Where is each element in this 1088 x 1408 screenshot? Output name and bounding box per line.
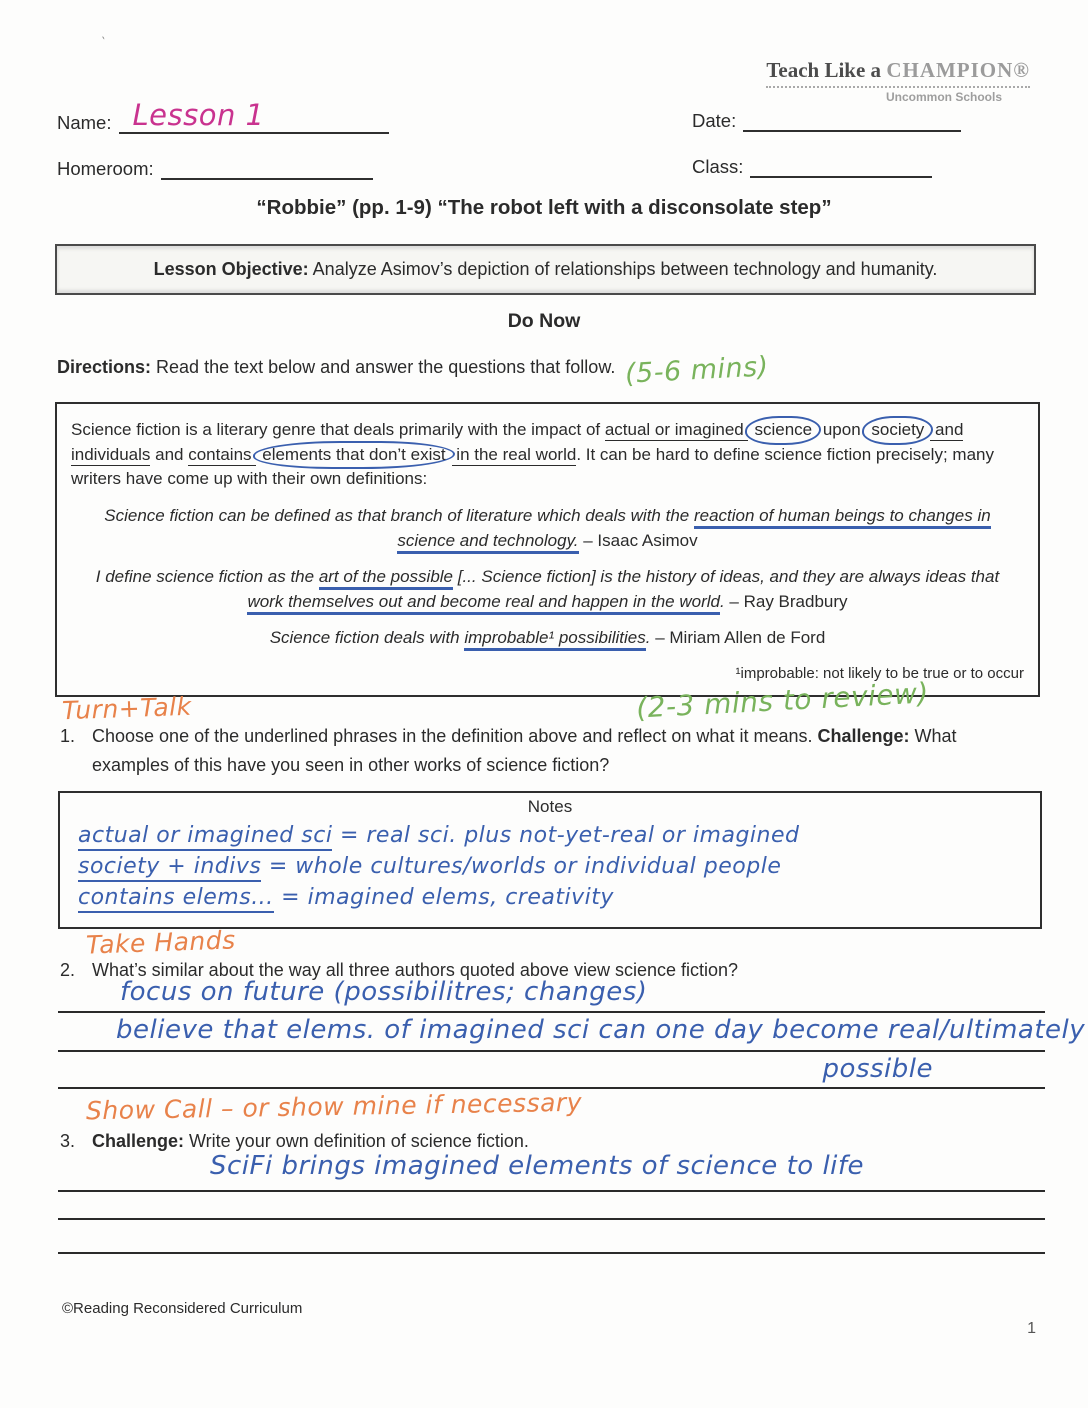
name-field <box>57 98 389 134</box>
definition-text: . It can be hard to define science fiction precisely; many writers have come up with their own definitions: <box>71 444 994 489</box>
objective-text: Analyze Asimov’s depiction of relationships between technology and humanity. <box>308 259 938 279</box>
handwritten-answer: believe that elems. of imagined sci can one day become real/ultimately <box>116 1015 1086 1045</box>
question-text: What’s similar about the way all three authors quoted above view science fiction? <box>92 960 739 980</box>
note-term: society + indivs <box>78 854 261 882</box>
timing-annotation: (5-6 mins) <box>624 351 770 390</box>
brand-main: CHAMPION® <box>886 58 1030 82</box>
homeroom-label: Homeroom: <box>57 158 154 179</box>
handwritten-note <box>78 853 1022 879</box>
question-1 <box>60 722 1033 780</box>
circled-word-society: society <box>862 416 933 445</box>
directions-text: Read the text below and answer the questions that follow. <box>151 357 616 377</box>
handwritten-answer: SciFi brings imagined elements of science to life <box>210 1151 865 1181</box>
worksheet-title: “Robbie” (pp. 1-9) “The robot left with a disconsolate step” <box>256 196 832 219</box>
copyright-notice: ©Reading Reconsidered Curriculum <box>62 1300 303 1317</box>
underlined-phrase: in the real world <box>451 444 577 464</box>
question-text-part: Choose one of the underlined phrases in the definition above and reflect on what it means. <box>92 726 818 746</box>
quote-text: Science fiction deals with <box>269 628 465 648</box>
homeroom-field <box>57 158 373 180</box>
handwritten-answer: focus on future (possibilitres; changes) <box>120 977 648 1007</box>
handwritten-answer: possible <box>822 1054 933 1084</box>
quote-text: . <box>719 591 725 611</box>
class-label: Class: <box>692 156 744 177</box>
class-field <box>692 156 932 178</box>
date-field <box>692 110 961 132</box>
scan-artifact-mark: ` <box>98 33 107 51</box>
name-input-line <box>119 98 389 134</box>
challenge-label: Challenge: <box>817 726 910 746</box>
note-definition: = imagined elems, creativity <box>273 885 614 910</box>
note-term: contains elems... <box>78 885 274 913</box>
handwritten-note <box>78 822 1022 848</box>
turn-talk-annotation: Turn+Talk <box>61 691 193 726</box>
brand-subtitle: Uncommon Schools <box>885 90 1002 104</box>
quote-attribution: – Ray Bradbury <box>724 591 848 611</box>
note-term: actual or imagined sci <box>78 823 332 851</box>
pen-underlined-phrase: art of the possible <box>319 567 453 590</box>
deford-quote <box>95 626 1000 651</box>
lesson-objective-box <box>55 244 1036 295</box>
take-hands-annotation: Take Hands <box>85 925 237 960</box>
answer-line <box>58 976 1045 1013</box>
definition-text: and <box>150 444 189 464</box>
underlined-phrase: actual or imagined <box>604 420 749 439</box>
quote-text: I define science fiction as the <box>95 567 319 587</box>
objective-label: Lesson Objective: <box>153 259 309 279</box>
review-timing-annotation: (2-3 mins to review) <box>635 676 930 725</box>
answer-line <box>58 1014 1086 1052</box>
show-call-annotation: Show Call – or show mine if necessary <box>85 1087 583 1126</box>
notes-box <box>58 791 1042 929</box>
question-text-part: Write your own definition of science fiction. <box>184 1131 529 1151</box>
date-label: Date: <box>692 110 737 131</box>
note-definition: = real sci. plus not-yet-real or imagined <box>332 823 800 848</box>
brand-prefix: Teach Like a <box>766 58 887 82</box>
bradbury-quote <box>95 565 1000 614</box>
pen-underlined-phrase: improbable¹ possibilities <box>464 628 645 651</box>
notes-heading: Notes <box>527 797 573 816</box>
homeroom-input-line <box>161 158 373 180</box>
definition-box <box>55 402 1040 697</box>
answer-line <box>58 1053 1045 1089</box>
date-input-line <box>743 110 961 132</box>
circled-word-science: science <box>745 416 821 445</box>
brand-logo <box>766 58 1030 104</box>
quote-text: Science fiction can be defined as that branch of literature which deals with the <box>104 505 694 525</box>
footnote: ¹improbable: not likely to be true or to occur <box>735 665 1024 683</box>
directions <box>57 351 770 390</box>
question-number: 1. <box>60 726 76 746</box>
underlined-phrase: and individuals <box>71 420 964 464</box>
question-number: 3. <box>60 1131 76 1151</box>
answer-line <box>58 1150 1045 1192</box>
quote-text: [... Science fiction] is the history of ideas, and they are always ideas that <box>453 567 1000 587</box>
class-input-line <box>750 156 932 178</box>
name-label: Name: <box>57 112 112 133</box>
note-definition: = whole cultures/worlds or individual people <box>261 854 782 879</box>
question-text <box>92 722 1033 780</box>
name-handwritten-value: Lesson 1 <box>132 98 265 132</box>
handwritten-note <box>78 884 1022 910</box>
question-number: 2. <box>60 960 76 980</box>
definition-text: Science fiction is a literary genre that deals primarily with the impact of <box>71 420 605 439</box>
do-now-heading: Do Now <box>507 310 581 332</box>
blank-answer-line <box>58 1218 1045 1220</box>
asimov-quote <box>95 504 1000 553</box>
challenge-label: Challenge: <box>92 1131 185 1151</box>
quote-attribution: – Isaac Asimov <box>578 530 698 550</box>
directions-label: Directions: <box>57 357 152 377</box>
pen-underlined-phrase: reaction of human beings to changes in science and technology. <box>397 506 990 554</box>
blank-answer-line <box>58 1252 1045 1254</box>
underlined-phrase: contains <box>188 444 257 464</box>
page-number: 1 <box>1027 1320 1036 1337</box>
quote-text: . <box>645 628 656 648</box>
question-text-part: What examples of this have you seen in other works of science fiction? <box>92 726 957 775</box>
quote-attribution: – Miriam Allen de Ford <box>655 628 826 648</box>
pen-underlined-phrase: work themselves out and become real and happen in the world <box>247 592 720 615</box>
definition-text: upon <box>818 420 866 439</box>
circled-phrase-elements: elements that don’t exist <box>253 441 454 470</box>
definition-paragraph <box>71 418 1024 492</box>
brand-logo-title <box>766 58 1030 88</box>
